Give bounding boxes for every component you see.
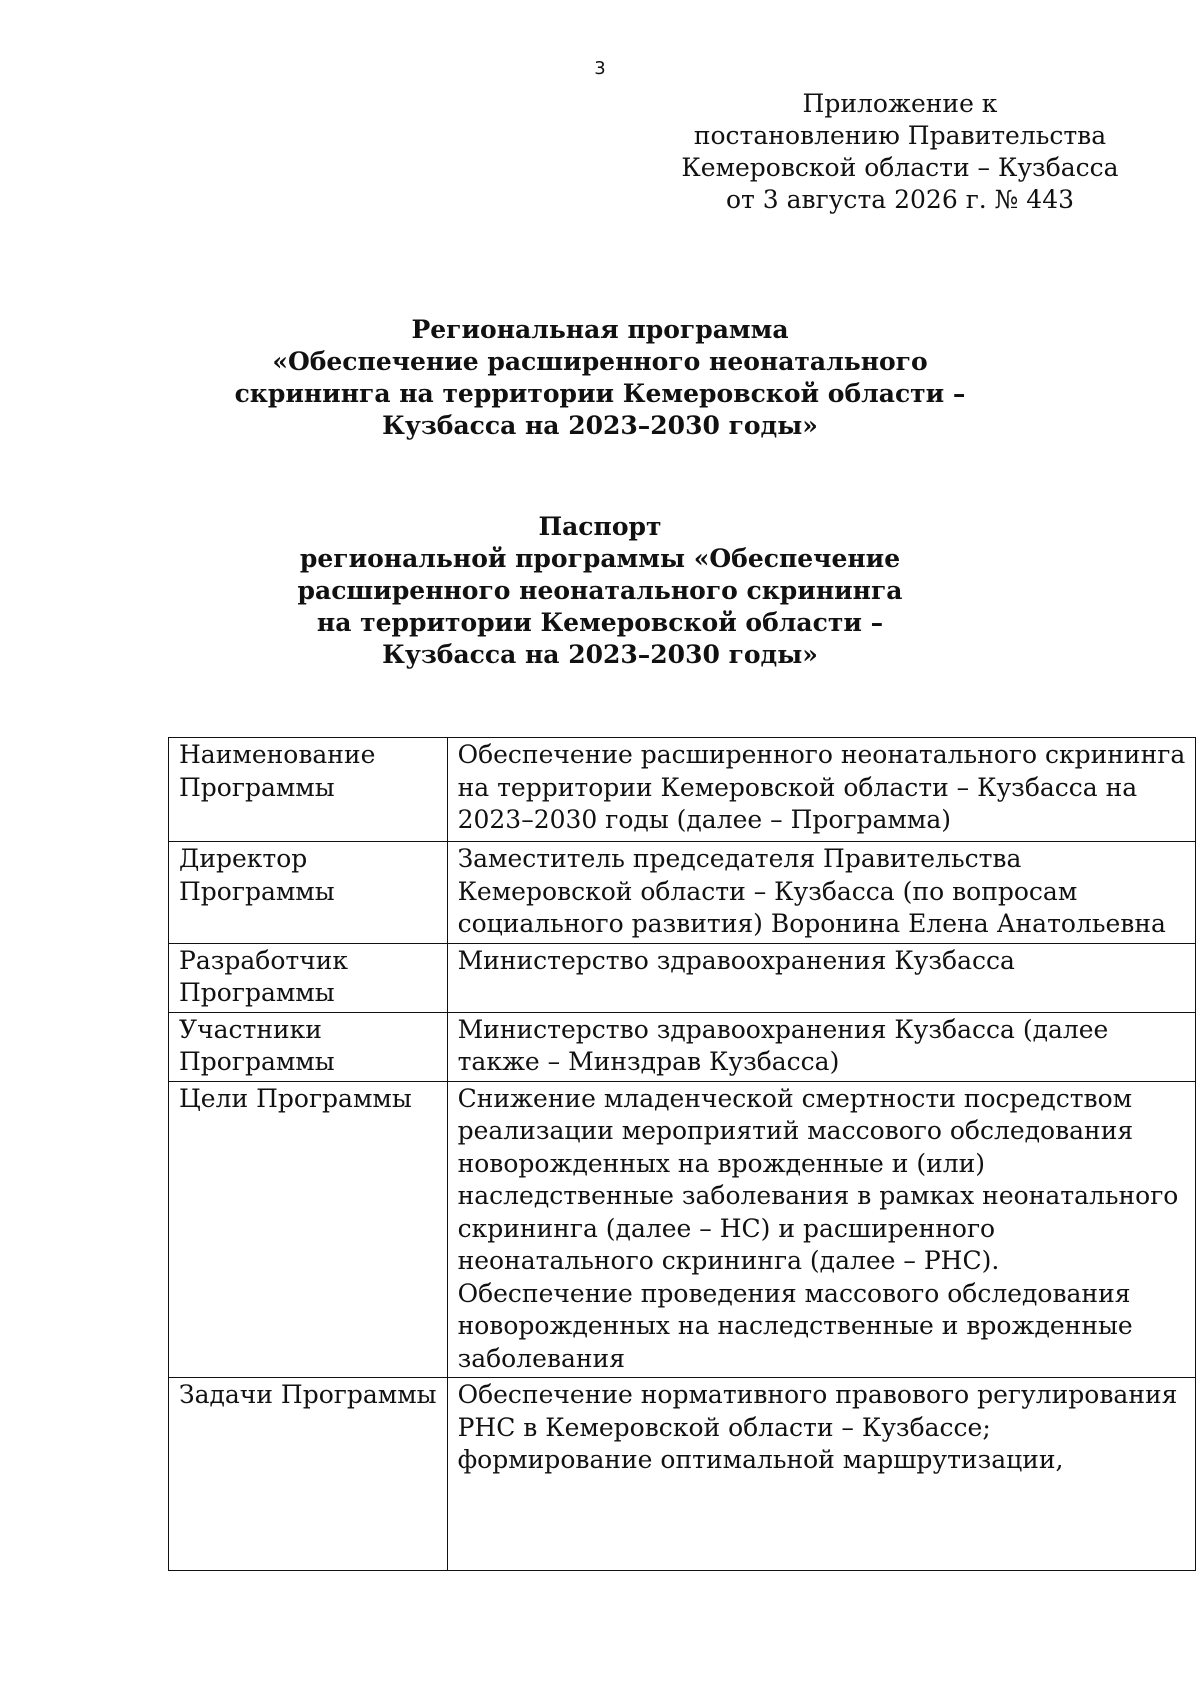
row-value: [447, 1378, 1196, 1571]
row-value: [447, 842, 1196, 944]
program-title-line: «Обеспечение расширенного неонатального: [272, 347, 928, 376]
label-line: Наименование: [179, 740, 376, 769]
passport-table: [168, 737, 1196, 1571]
value-line: Кемеровской области – Кузбасса (по вопросам: [457, 876, 1078, 906]
value-line: также – Минздрав Кузбасса): [457, 1047, 840, 1076]
value-line: Министерство здравоохранения Кузбасса: [457, 945, 1015, 975]
value-line: наследственные заболевания в рамках неонатального: [457, 1181, 1179, 1210]
label-line: Задачи Программы: [179, 1380, 437, 1409]
label-line: Программы: [179, 772, 335, 802]
value-line: формирование оптимальной маршрутизации,: [457, 1445, 1064, 1474]
table-row-tasks: [169, 1378, 1196, 1571]
row-label: [169, 943, 448, 1012]
passport-title-line: расширенного неонатального скрининга: [297, 576, 903, 605]
row-value: [447, 1012, 1196, 1081]
value-line: скрининга (далее – НС) и расширенного: [457, 1213, 996, 1243]
row-label: [169, 1378, 448, 1571]
table-row-name: [169, 738, 1196, 842]
program-title: [200, 314, 1000, 442]
row-value: [447, 1081, 1196, 1378]
table-row-goals: [169, 1081, 1196, 1378]
row-label: [169, 1081, 448, 1378]
appendix-line: Кемеровской области – Кузбасса: [681, 153, 1119, 182]
value-line: 2023–2030 годы (далее – Программа): [457, 805, 951, 834]
value-line: Министерство здравоохранения Кузбасса (далее: [457, 1014, 1109, 1044]
value-line: РНС в Кемеровской области – Кузбассе;: [457, 1412, 991, 1442]
row-label: [169, 738, 448, 842]
appendix-note: [640, 88, 1160, 216]
value-line: заболевания: [457, 1343, 625, 1373]
value-line: Обеспечение расширенного неонатального скрининга: [457, 740, 1186, 769]
value-line: новорожденных на врожденные и (или): [457, 1148, 986, 1178]
passport-title-line: региональной программы «Обеспечение: [299, 544, 901, 573]
table-row-director: [169, 842, 1196, 944]
appendix-line: постановлению Правительства: [693, 121, 1107, 150]
label-line: Участники: [179, 1014, 322, 1044]
value-line: Заместитель председателя Правительства: [457, 844, 1022, 873]
program-title-line: Региональная программа: [411, 315, 789, 344]
program-title-line: Кузбасса на 2023–2030 годы»: [382, 411, 818, 440]
value-line: на территории Кемеровской области – Кузбасса на: [457, 772, 1138, 802]
passport-title-line: на территории Кемеровской области –: [316, 608, 884, 637]
label-line: Программы: [179, 1047, 335, 1076]
row-value: [447, 943, 1196, 1012]
value-line: Обеспечение проведения массового обследования: [457, 1278, 1131, 1308]
label-line: Программы: [179, 876, 335, 906]
table-row-developer: [169, 943, 1196, 1012]
label-line: Директор: [179, 844, 308, 873]
value-line: социального развития) Воронина Елена Анатольевна: [457, 909, 1166, 938]
page-number: 3: [594, 58, 606, 79]
appendix-line: Приложение к: [802, 89, 998, 118]
row-label: [169, 1012, 448, 1081]
table-row-participants: [169, 1012, 1196, 1081]
value-line: реализации мероприятий массового обследования: [457, 1116, 1134, 1145]
row-value: [447, 738, 1196, 842]
label-line: Программы: [179, 978, 335, 1007]
label-line: Разработчик: [179, 945, 349, 975]
label-line: Цели Программы: [179, 1083, 412, 1113]
program-title-line: скрининга на территории Кемеровской области –: [234, 379, 966, 408]
value-line: неонатального скрининга (далее – РНС).: [457, 1246, 1000, 1275]
appendix-line: от 3 августа 2026 г. № 443: [725, 185, 1075, 214]
passport-title-line: Кузбасса на 2023–2030 годы»: [382, 640, 818, 669]
passport-title: [200, 511, 1000, 671]
value-line: Обеспечение нормативного правового регулирования: [457, 1380, 1178, 1409]
passport-title-line: Паспорт: [538, 512, 662, 541]
value-line: новорожденных на наследственные и врожденные: [457, 1311, 1133, 1340]
value-line: Снижение младенческой смертности посредством: [457, 1083, 1133, 1113]
row-label: [169, 842, 448, 944]
